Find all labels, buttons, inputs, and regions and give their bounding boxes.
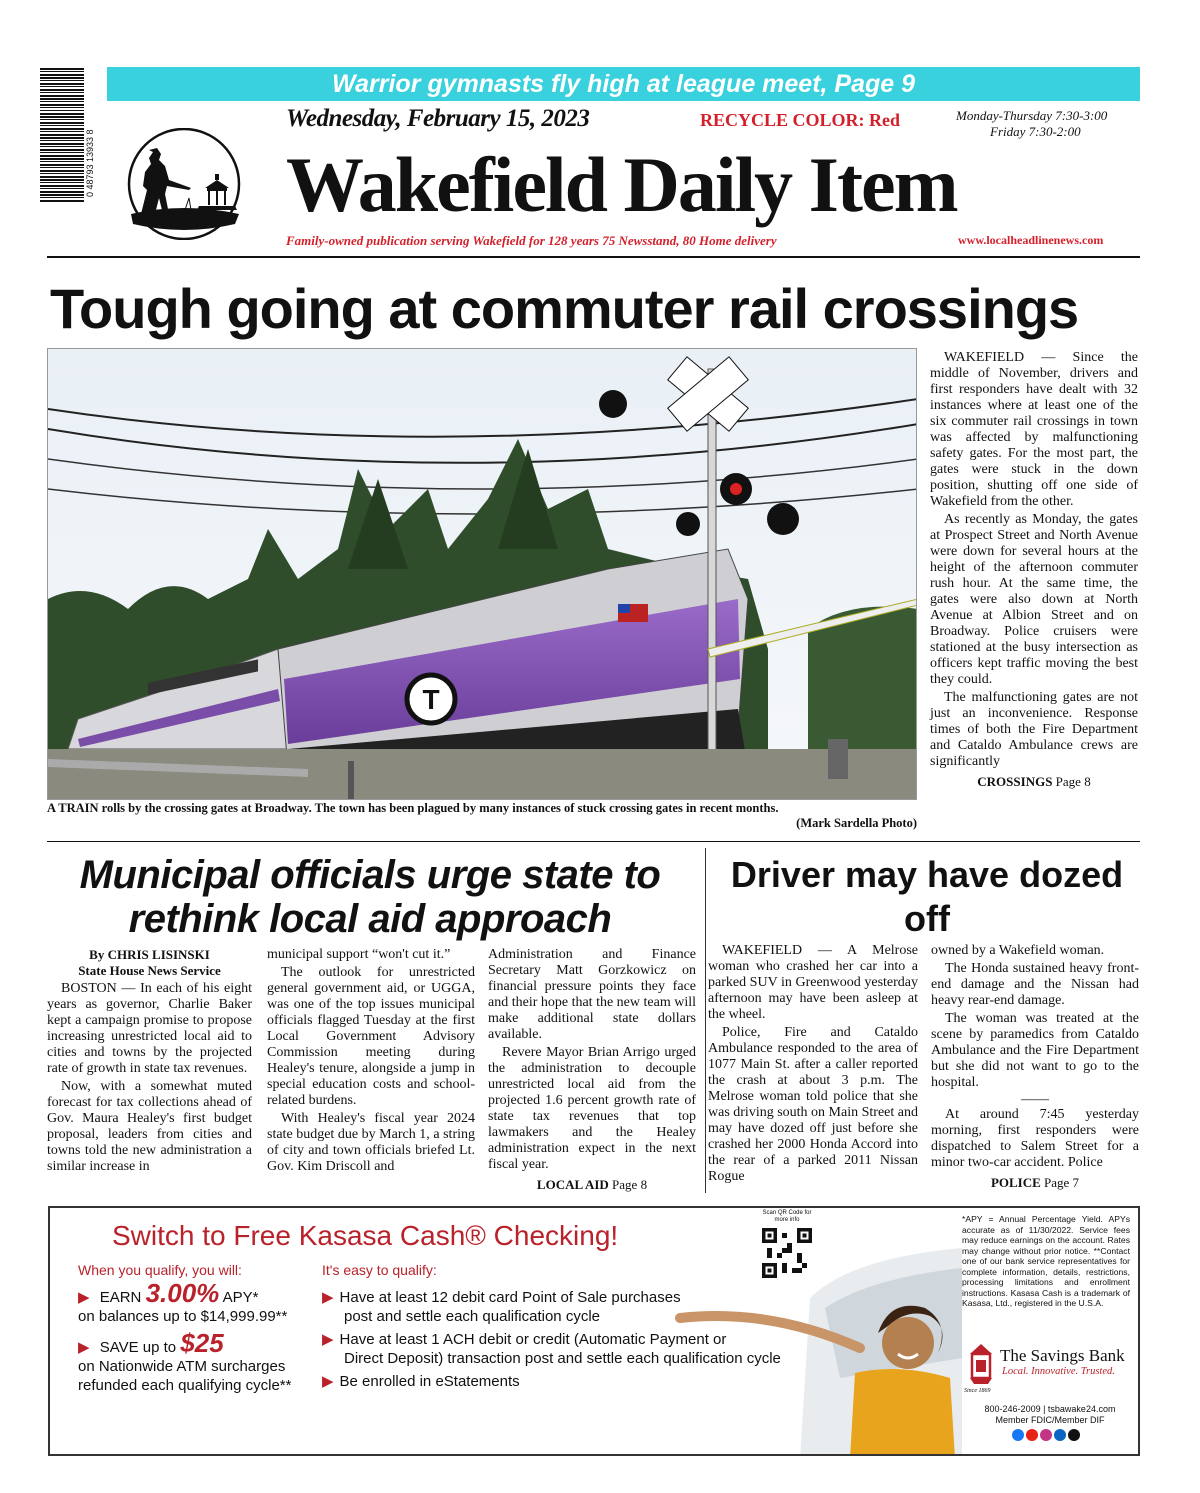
story3-c2-p4: At around 7:45 yesterday morning, first responders were dispatched to Salem Street for a minor two-car accident. Police — [931, 1107, 1139, 1170]
ad-earn-line2: on balances up to $14,999.99** — [78, 1308, 288, 1325]
story3-c2-p3: The woman was treated at the scene by paramedics from Cataldo Ambulance and the Fire Department but she did not want to go to the hospital. — [931, 1011, 1139, 1090]
qr-label: Scan QR Code for more info — [762, 1210, 812, 1223]
bank-contact[interactable]: 800-246-2009 | tsbawake24.com — [984, 1404, 1116, 1414]
lead-paragraph-2: As recently as Monday, the gates at Prospect Street and North Avenue were down for several hours at the height of the afternoon commuter rush hour. At the same time, the gates were also down at North Avenue at Albion Street and on Broadway. Police cruisers were stationed at the busy intersection as officers kept traffic moving the best they could. — [930, 512, 1138, 687]
triangle-bullet-icon: ▶ — [322, 1289, 334, 1306]
photo-credit: (Mark Sardella Photo) — [796, 816, 917, 830]
office-hours — [956, 108, 1107, 140]
ad-bullet-3-text: Be enrolled in eStatements — [339, 1373, 520, 1390]
story2-headline[interactable]: Municipal officials urge state to rethink local aid approach — [79, 853, 661, 941]
triangle-bullet-icon: ▶ — [322, 1331, 334, 1348]
ad-right-heading: It's easy to qualify: — [322, 1262, 437, 1278]
ad-left-heading: When you qualify, you will: — [78, 1262, 242, 1278]
story2-c2-p3: With Healey's fiscal year 2024 state budget due by March 1, a string of city and town officials briefed Lt. Gov. Kim Driscoll and — [267, 1111, 475, 1174]
social-icons — [1012, 1429, 1080, 1441]
ad-bullet-1b: post and settle each qualification cycle — [344, 1308, 600, 1325]
story2-c3-p1: Administration and Finance Secretary Matt Gorzkowicz on financial pressure points they face and their hope that the new team will make additional state dollars available. — [488, 947, 696, 1042]
story2-c3-p2: Revere Mayor Brian Arrigo urged the administration to decouple unrestricted local aid from the projected 1.6 percent growth rate of state tax revenues that top lawmakers and the Healey administration expect in the next fiscal year. — [488, 1045, 696, 1172]
website-link[interactable]: www.localheadlinenews.com — [958, 233, 1104, 247]
lead-paragraph-1: WAKEFIELD — Since the middle of November, drivers and first responders have dealt with 32 instances where at least one of the six commuter rail crossings in town was affected by malfunctioning safety gates. For the most part, the gates were stuck in the down position, shutting off one side of Wakefield from the other. — [930, 350, 1138, 509]
lead-paragraph-3: The malfunctioning gates are not just an inconvenience. Response times of both the Fire Department and Cataldo Ambulance crews are significantly — [930, 690, 1138, 769]
triangle-bullet-icon: ▶ — [322, 1373, 334, 1390]
story2-c1-p2: Now, with a somewhat muted forecast for tax collections ahead of Gov. Maura Healey's first budget proposal, leaders from cities and towns told the new administration a similar increase in — [47, 1079, 252, 1174]
story3-column-2 — [931, 943, 1139, 1191]
facebook-icon[interactable] — [1012, 1429, 1024, 1441]
ad-fine-print: *APY = Annual Percentage Yield. APYs accurate as of 11/30/2022. Service fees may reduce earnings on the account. Rates may change without prior notice. **Contact one of our bank service representatives for complete information, details, restrictions, processing limitations and enrollment instructions. Kasasa Cash is a trademark of Kasasa, Ltd., registered in the U.S.A. — [962, 1214, 1130, 1308]
story3-c2-p2: The Honda sustained heavy front-end damage and the Nissan had heavy rear-end damage. — [931, 961, 1139, 1008]
tiktok-icon[interactable] — [1068, 1429, 1080, 1441]
ad-earn-line — [78, 1278, 338, 1308]
story3-c1-p1: WAKEFIELD — A Melrose woman who crashed her car into a parked SUV in Greenwood yesterday afternoon may have been asleep at the wheel. — [708, 943, 918, 1022]
ad-bullet-2b: Direct Deposit) transaction post and settle each qualification cycle — [344, 1350, 781, 1367]
ad-bullet-1a: Have at least 12 debit card Point of Sale purchases — [339, 1289, 681, 1306]
story3-c1-p2: Police, Fire and Cataldo Ambulance responded to the area of 1077 Main St. after a caller reported the crash at about 3 p.m. The Melrose woman told police that she was driving south on Main Street and may have dozed off just before she crashed her 2000 Honda Accord into the rear of a parked 2011 Nissan Rogue — [708, 1025, 918, 1184]
story2-jump-page: Page 8 — [612, 1177, 648, 1192]
ad-earn-suffix: APY* — [222, 1289, 259, 1306]
story3-jump-label: POLICE — [990, 1175, 1041, 1190]
story3-column-1 — [708, 943, 918, 1187]
ad-benefits — [78, 1262, 338, 1395]
story3-separator: —— — [1021, 1092, 1049, 1107]
issue-date: Wednesday, February 15, 2023 — [286, 105, 590, 132]
tagline: Family-owned publication serving Wakefield for 128 years 75 Newsstand, 80 Home delivery — [286, 233, 777, 248]
minuteman-gazebo-logo-icon — [113, 128, 255, 240]
ad-title: Switch to Free Kasasa Cash® Checking! — [112, 1220, 619, 1251]
masthead-rule — [47, 256, 1140, 258]
ad-save-amount: $25 — [180, 1328, 224, 1358]
story2-jump[interactable] — [488, 1177, 696, 1193]
lead-story-column — [930, 350, 1138, 790]
ad-save-line3: refunded each qualifying cycle** — [78, 1377, 292, 1394]
lead-jump-page: Page 8 — [1055, 774, 1091, 789]
ad-save-line2: on Nationwide ATM surcharges — [78, 1358, 286, 1375]
caption-text: A TRAIN rolls by the crossing gates at Broadway. The town has been plagued by many instances of stuck crossing gates in recent months. — [47, 801, 779, 815]
lead-headline[interactable]: Tough going at commuter rail crossings — [50, 277, 1079, 340]
column-divider — [705, 848, 706, 1193]
newspaper-title[interactable]: Wakefield Daily Item — [286, 141, 957, 228]
section-rule — [47, 841, 1140, 842]
story3-headline[interactable]: Driver may have dozed off — [730, 854, 1124, 939]
story2-c2-p2: The outlook for unrestricted general government aid, or UGGA, was one of the top issues municipal officials flagged Tuesday at the first Local Government Advisory Commission meeting during Healey's tenure, alongside a jump in special education costs and school-related burdens. — [267, 965, 475, 1108]
triangle-bullet-icon: ▶ — [78, 1289, 90, 1306]
woman-in-car-icon — [650, 1238, 962, 1456]
story3-c2-p1: owned by a Wakefield woman. — [931, 943, 1105, 958]
teaser-banner[interactable]: Warrior gymnasts fly high at league meet, Page 9 — [107, 67, 1140, 101]
lead-photo[interactable] — [47, 348, 917, 800]
ad-bullet-2a: Have at least 1 ACH debit or credit (Automatic Payment or — [339, 1331, 727, 1348]
youtube-icon[interactable] — [1026, 1429, 1038, 1441]
photo-caption — [47, 801, 917, 831]
svg-text:T: T — [422, 684, 440, 715]
ad-save-prefix: SAVE up to — [99, 1339, 177, 1356]
barcode — [40, 68, 84, 254]
story2-column-2 — [267, 947, 475, 1177]
story3-jump[interactable] — [931, 1175, 1139, 1191]
bank-contact-block — [970, 1404, 1130, 1426]
story3-jump-page: Page 7 — [1044, 1175, 1080, 1190]
story2-jump-label: LOCAL AID — [536, 1177, 609, 1192]
bank-name: The Savings Bank — [1000, 1346, 1125, 1365]
ad-earn-rate: 3.00% — [145, 1278, 220, 1308]
story2-byline: By CHRIS LISINSKI — [89, 947, 210, 962]
instagram-icon[interactable] — [1040, 1429, 1052, 1441]
recycle-color: RECYCLE COLOR: Red — [700, 110, 901, 130]
story2-column-3 — [488, 947, 696, 1193]
story2-c2-p1: municipal support “won't cut it.” — [267, 947, 451, 962]
story2-column-1 — [47, 947, 252, 1177]
hours-weekday: Monday-Thursday 7:30-3:00 — [956, 108, 1108, 123]
lead-jump-label: CROSSINGS — [977, 774, 1053, 789]
lead-jump[interactable] — [930, 774, 1138, 790]
train-photo-icon — [48, 349, 917, 800]
triangle-bullet-icon: ▶ — [78, 1339, 90, 1356]
barcode-number: 0 48793 13933 8 — [85, 129, 95, 197]
ad-earn-prefix: EARN — [99, 1289, 142, 1306]
lantern-logo-icon — [962, 1342, 1000, 1388]
ad-save-line — [78, 1328, 338, 1358]
bank-member: Member FDIC/Member DIF — [995, 1415, 1105, 1425]
linkedin-icon[interactable] — [1054, 1429, 1066, 1441]
hours-friday: Friday 7:30-2:00 — [990, 124, 1081, 139]
story2-service: State House News Service — [78, 963, 221, 978]
bank-slogan: Local. Innovative. Trusted. — [1002, 1366, 1115, 1377]
bank-since: Since 1869 — [964, 1388, 991, 1394]
story2-c1-p1: BOSTON — In each of his eight years as governor, Charlie Baker kept a campaign promise to propose increasing unrestricted local aid to cities and towns by the projected rate of growth in state tax revenues. — [47, 981, 252, 1076]
bank-advertisement[interactable] — [48, 1206, 1140, 1456]
